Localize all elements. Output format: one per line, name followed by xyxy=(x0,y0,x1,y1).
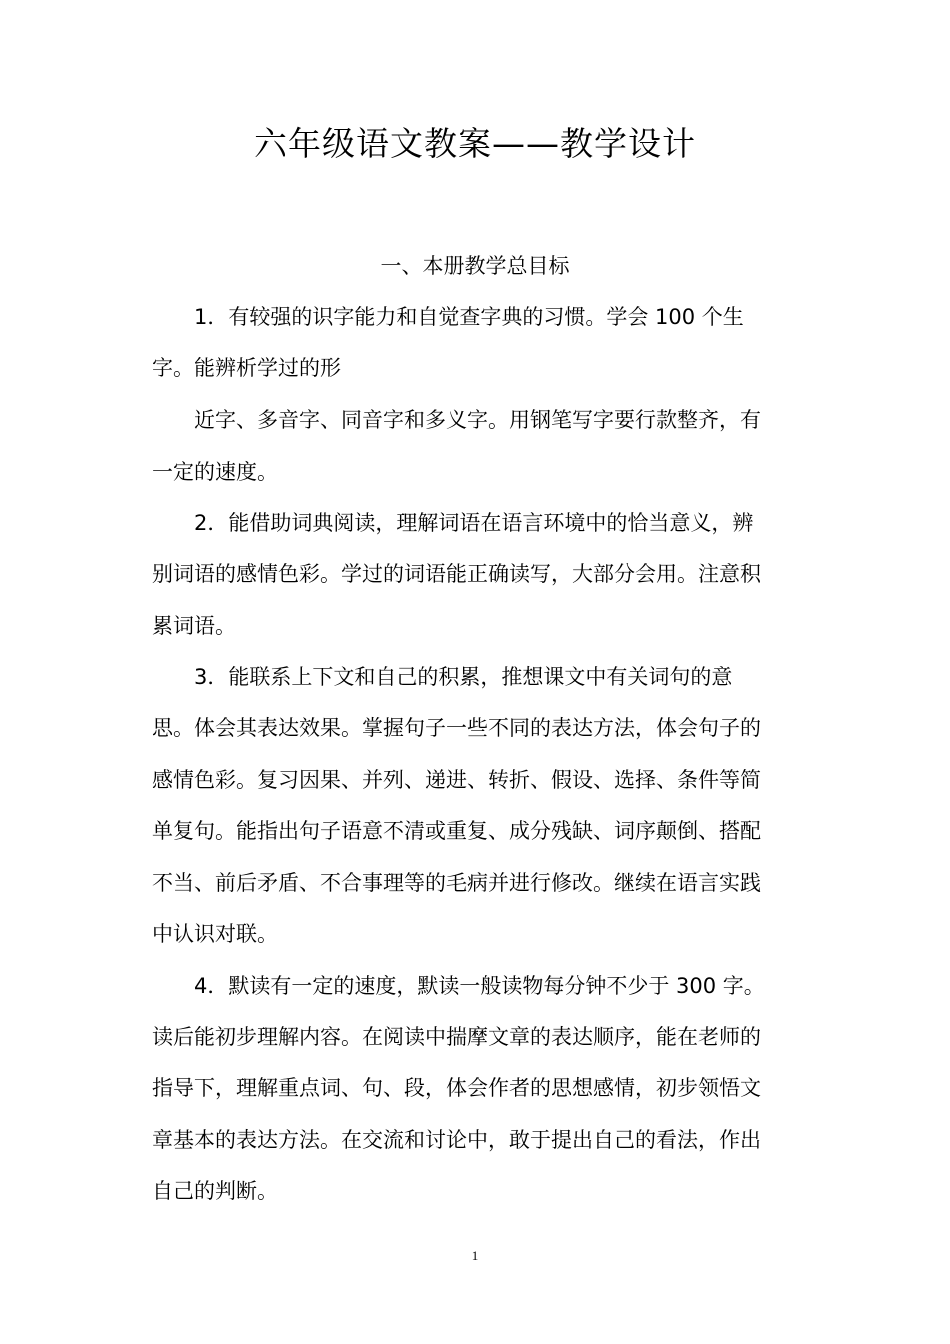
page-number: 1 xyxy=(471,1248,479,1263)
paragraph-line: 近字、多音字、同音字和多义字。用钢笔写字要行款整齐，有 xyxy=(194,408,761,432)
paragraph-line: 思。体会其表达效果。掌握句子一些不同的表达方法，体会句子的 xyxy=(152,716,761,740)
paragraph-line: 1．有较强的识字能力和自觉查字典的习惯。学会 100 个生 xyxy=(194,305,744,329)
paragraph-line: 中认识对联。 xyxy=(152,922,278,946)
document-title: 六年级语文教案——教学设计 xyxy=(254,124,696,163)
paragraph-line: 指导下，理解重点词、句、段，体会作者的思想感情，初步领悟文 xyxy=(152,1076,761,1100)
paragraph-line: 一定的速度。 xyxy=(152,460,278,484)
paragraph-line: 字。能辨析学过的形 xyxy=(152,356,341,380)
paragraph-line: 4．默读有一定的速度，默读一般读物每分钟不少于 300 字。 xyxy=(194,974,765,998)
paragraph-line: 自己的判断。 xyxy=(152,1179,278,1203)
section-heading: 一、本册教学总目标 xyxy=(380,254,570,278)
paragraph-line: 读后能初步理解内容。在阅读中揣摩文章的表达顺序，能在老师的 xyxy=(152,1025,761,1049)
paragraph-line: 感情色彩。复习因果、并列、递进、转折、假设、选择、条件等简 xyxy=(152,768,761,792)
paragraph-line: 3．能联系上下文和自己的积累，推想课文中有关词句的意 xyxy=(194,665,733,689)
paragraph-line: 累词语。 xyxy=(152,614,236,638)
paragraph-line: 2．能借助词典阅读，理解词语在语言环境中的恰当意义，辨 xyxy=(194,511,754,535)
paragraph-line: 不当、前后矛盾、不合事理等的毛病并进行修改。继续在语言实践 xyxy=(152,871,761,895)
paragraph-line: 别词语的感情色彩。学过的词语能正确读写，大部分会用。注意积 xyxy=(152,562,761,586)
paragraph-line: 章基本的表达方法。在交流和讨论中，敢于提出自己的看法，作出 xyxy=(152,1128,761,1152)
paragraph-line: 单复句。能指出句子语意不清或重复、成分残缺、词序颠倒、搭配 xyxy=(152,819,761,843)
